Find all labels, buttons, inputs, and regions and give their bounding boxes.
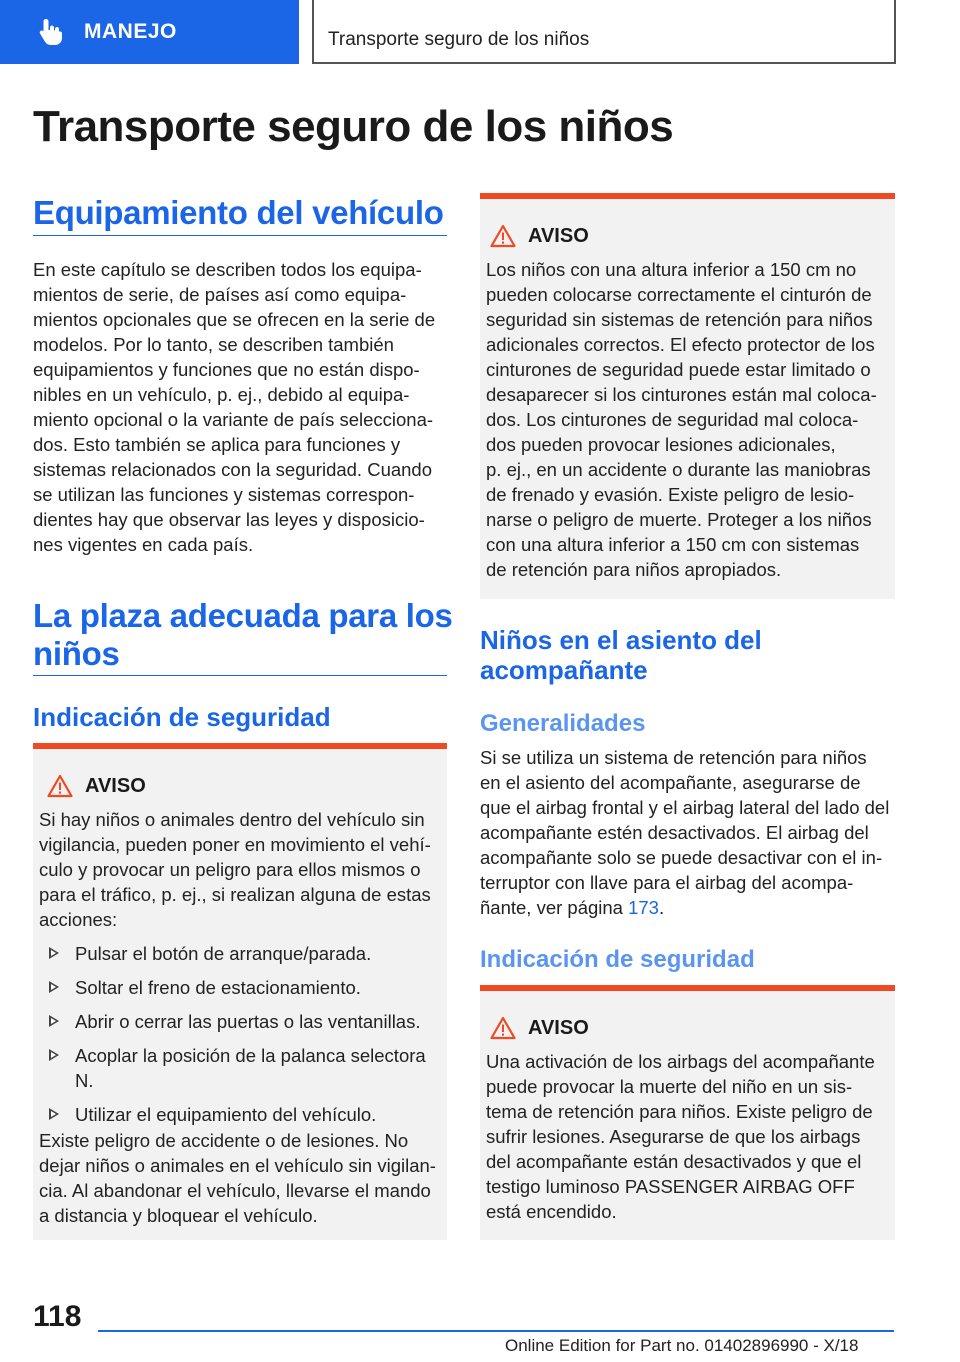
list-item: Abrir o cerrar las puertas o las ventanillas. [39,1009,439,1034]
warning-header [490,1016,589,1040]
page-link[interactable]: 173 [628,897,659,918]
section-divider [33,235,447,236]
section-divider [33,675,447,676]
warning-header [490,224,589,248]
general-paragraph: Si se utiliza un sistema de retención para niños en el asiento del acompañante, asegurarse de que el airbag frontal y el airbag lateral del lado del acompañante estén desactivados. El airbag del acompañante solo se puede desactivar con el in- terruptor con llave para el airbag del acompa- ñante, ver página 173. [480,747,890,918]
section-heading-seat: La plaza adecuada para los niños [33,597,453,672]
breadcrumb-text: Transporte seguro de los niños [328,29,590,50]
subheading-general: Generalidades [480,710,646,737]
subheading-safety: Indicación de seguridad [33,702,331,732]
bullet-triangle-icon [49,1049,59,1061]
warning-triangle-icon [490,224,516,248]
warning-title: AVISO [528,1016,589,1039]
warning-bullet-list [39,941,439,1136]
warning-text: Los niños con una altura inferior a 150 cm no pueden colocarse correctamente el cinturón de seguridad sin sistemas de retención para niños adicionales correctos. El efecto protector de los cinturones de seguridad puede estar limitado o desaparecer si los cinturones están mal coloca- dos. Los cinturones de seguridad mal coloca- dos pueden provocar lesiones adicionales, p. ej., en un accidente o durante las maniobras de frenado y evasión. Existe peligro de lesio- narse o peligro de muerte. Proteger a los niños con una altura inferior a 150 cm con sistemas de retención para niños apropiados. [486,259,877,580]
footer-divider [98,1330,894,1332]
page-title: Transporte seguro de los niños [33,102,674,151]
warning-box [480,193,895,599]
warning-box [480,985,895,1240]
warning-outro: Existe peligro de accidente o de lesiones. No dejar niños o animales en el vehículo sin vigilan- cia. Al abandonar el vehículo, llevarse el mando a distancia y bloquear el vehículo. [39,1130,436,1226]
hand-pointer-icon [36,17,66,47]
warning-header [47,774,146,798]
warning-title: AVISO [85,774,146,797]
list-item: Soltar el freno de estacionamiento. [39,975,439,1000]
list-item: Utilizar el equipamiento del vehículo. [39,1102,439,1127]
section-heading-passenger-seat: Niños en el asiento del acompañante [480,625,762,685]
breadcrumb [312,0,896,64]
bullet-triangle-icon [49,981,59,993]
warning-triangle-icon [47,774,73,798]
edition-info: Online Edition for Part no. 01402896990 - X/18 [505,1336,859,1355]
warning-title: AVISO [528,224,589,247]
section-heading-equipment: Equipamiento del vehículo [33,194,444,231]
list-item: Acoplar la posición de la palanca selectora N. [39,1043,439,1093]
list-item: Pulsar el botón de arranque/parada. [39,941,439,966]
subheading-safety: Indicación de seguridad [480,946,755,973]
warning-text: Una activación de los airbags del acompañante puede provocar la muerte del niño en un sis- tema de retención para niños. Existe peligro de sufrir lesiones. Asegurarse de que los airbags del acompañante están desactivados y que el testigo luminoso PASSENGER AIRBAG OFF está encendido. [486,1051,875,1222]
chapter-tab[interactable] [0,0,299,64]
equipment-paragraph: En este capítulo se describen todos los equipa- mientos de serie, de países así como equipa- mientos opcionales que se ofrecen en la serie de modelos. Por lo tanto, se describen también equipamientos y funciones que no están dispo- nibles en un vehículo, p. ej., debido al equipa- miento opcional o la variante de país selecciona- dos. Esto también se aplica para funciones y sistemas relacionados con la seguridad. Cuando se utilizan las funciones y sistemas correspon- dientes hay que observar las leyes y disposicio- nes vigentes en cada país. [33,259,436,555]
chapter-tab-label: MANEJO [84,20,177,43]
bullet-triangle-icon [49,947,59,959]
warning-triangle-icon [490,1016,516,1040]
warning-intro: Si hay niños o animales dentro del vehículo sin vigilancia, pueden poner en movimiento el vehí- culo y provocar un peligro para ellos mismos o para el tráfico, p. ej., si realizan alguna de estas acciones: [39,809,431,930]
bullet-triangle-icon [49,1108,59,1120]
bullet-triangle-icon [49,1015,59,1027]
page-number: 118 [33,1300,82,1333]
warning-box [33,743,447,1240]
